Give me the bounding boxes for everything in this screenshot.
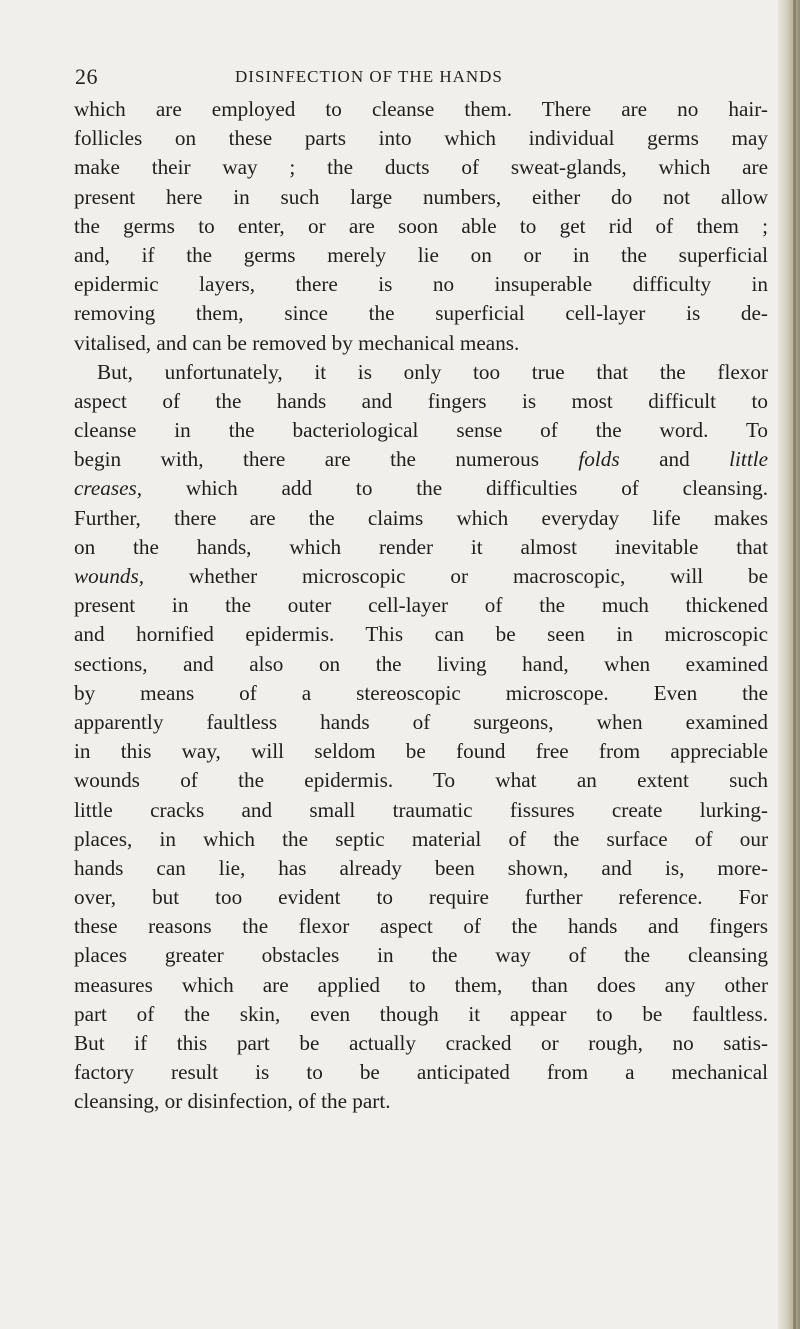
text-line (74, 825, 768, 854)
text-segment: measures which are applied to them, than does any other (74, 972, 768, 997)
text-segment: follicles on these parts into which individual germs may (74, 126, 768, 151)
text-segment: over, but too evident to require further reference. For (74, 885, 768, 910)
text-segment: whether microscopic or macroscopic, will be (144, 564, 768, 588)
text-line (74, 650, 768, 679)
text-line (74, 883, 768, 912)
running-title: DISINFECTION OF THE HANDS (235, 67, 503, 86)
text-segment: on the hands, which render it almost inevitable that (74, 534, 768, 559)
text-line (74, 358, 768, 387)
text-segment: sections, and also on the living hand, when examined (74, 651, 768, 676)
text-segment: vitalised, and can be removed by mechanical means. (74, 330, 520, 355)
italic-text: creases, (74, 476, 143, 501)
text-line (74, 445, 768, 474)
text-line (74, 912, 768, 941)
text-segment: by means of a stereoscopic microscope. Even the (74, 680, 768, 705)
text-segment: which are employed to cleanse them. There are no hair- (74, 97, 768, 121)
page-edge-shadow (778, 0, 800, 1329)
text-line (74, 95, 768, 124)
text-segment: in this way, will seldom be found free from appreciable (74, 739, 768, 764)
text-line (74, 1000, 768, 1029)
text-segment: the germs to enter, or are soon able to get rid of them ; (74, 213, 768, 238)
text-line (74, 766, 768, 795)
text-line (74, 474, 768, 503)
text-segment: present in the outer cell-layer of the much thickened (74, 593, 768, 618)
text-segment: factory result is to be anticipated from a mechanical (74, 1060, 768, 1085)
text-segment: places greater obstacles in the way of the cleansing (74, 943, 768, 968)
text-line (74, 591, 768, 620)
text-segment: present here in such large numbers, either do not allow (74, 184, 768, 209)
page-number: 26 (75, 64, 98, 89)
running-header (75, 64, 770, 90)
text-line (74, 1058, 768, 1087)
text-line (74, 124, 768, 153)
text-segment: epidermic layers, there is no insuperable difficulty in (74, 272, 768, 297)
italic-text: little (729, 447, 768, 472)
text-line (74, 241, 768, 270)
text-segment: Further, there are the claims which everyday life makes (74, 505, 768, 530)
text-line (74, 679, 768, 708)
text-line (74, 971, 768, 1000)
text-segment: places, in which the septic material of the surface of our (74, 826, 768, 851)
text-segment: and hornified epidermis. This can be seen in microscopic (74, 622, 768, 647)
text-line (74, 854, 768, 883)
text-segment: part of the skin, even though it appear to be faultless. (74, 1001, 768, 1026)
text-line (74, 416, 768, 445)
text-line (74, 183, 768, 212)
text-segment: But, unfortunately, it is only too true that the flexor (97, 359, 768, 384)
italic-text: wounds, (74, 564, 145, 588)
text-segment: apparently faultless hands of surgeons, when examined (74, 709, 768, 734)
text-line (74, 212, 768, 241)
text-segment: cleanse in the bacteriological sense of the word. To (74, 418, 768, 443)
text-line (74, 941, 768, 970)
text-segment: cleansing, or disinfection, of the part. (74, 1089, 391, 1114)
body-text (74, 95, 768, 1117)
text-segment: which add to the difficulties of cleansing. (142, 476, 768, 501)
text-line (74, 504, 768, 533)
text-line (74, 620, 768, 649)
text-segment: and (619, 447, 730, 472)
text-segment: these reasons the flexor aspect of the hands and fingers (74, 914, 768, 939)
text-line (74, 153, 768, 182)
text-line (74, 737, 768, 766)
text-segment: hands can lie, has already been shown, and is, more- (74, 855, 768, 880)
text-segment: aspect of the hands and fingers is most difficult to (74, 388, 768, 413)
text-line (74, 270, 768, 299)
text-line (74, 1087, 768, 1116)
text-line (74, 1029, 768, 1058)
text-segment: removing them, since the superficial cell-layer is de- (74, 301, 768, 326)
text-segment: But if this part be actually cracked or rough, no satis- (74, 1031, 768, 1055)
text-segment: little cracks and small traumatic fissures create lurking- (74, 797, 768, 822)
text-segment: wounds of the epidermis. To what an extent such (74, 768, 768, 793)
text-line (74, 299, 768, 328)
text-segment: make their way ; the ducts of sweat-glands, which are (74, 155, 768, 180)
text-segment: begin with, there are the numerous (74, 447, 579, 472)
text-line (74, 796, 768, 825)
text-line (74, 708, 768, 737)
text-line (74, 387, 768, 416)
text-line (74, 562, 768, 591)
italic-text: folds (578, 447, 620, 472)
text-line (74, 533, 768, 562)
text-line (74, 329, 768, 358)
text-segment: and, if the germs merely lie on or in the superficial (74, 242, 768, 267)
